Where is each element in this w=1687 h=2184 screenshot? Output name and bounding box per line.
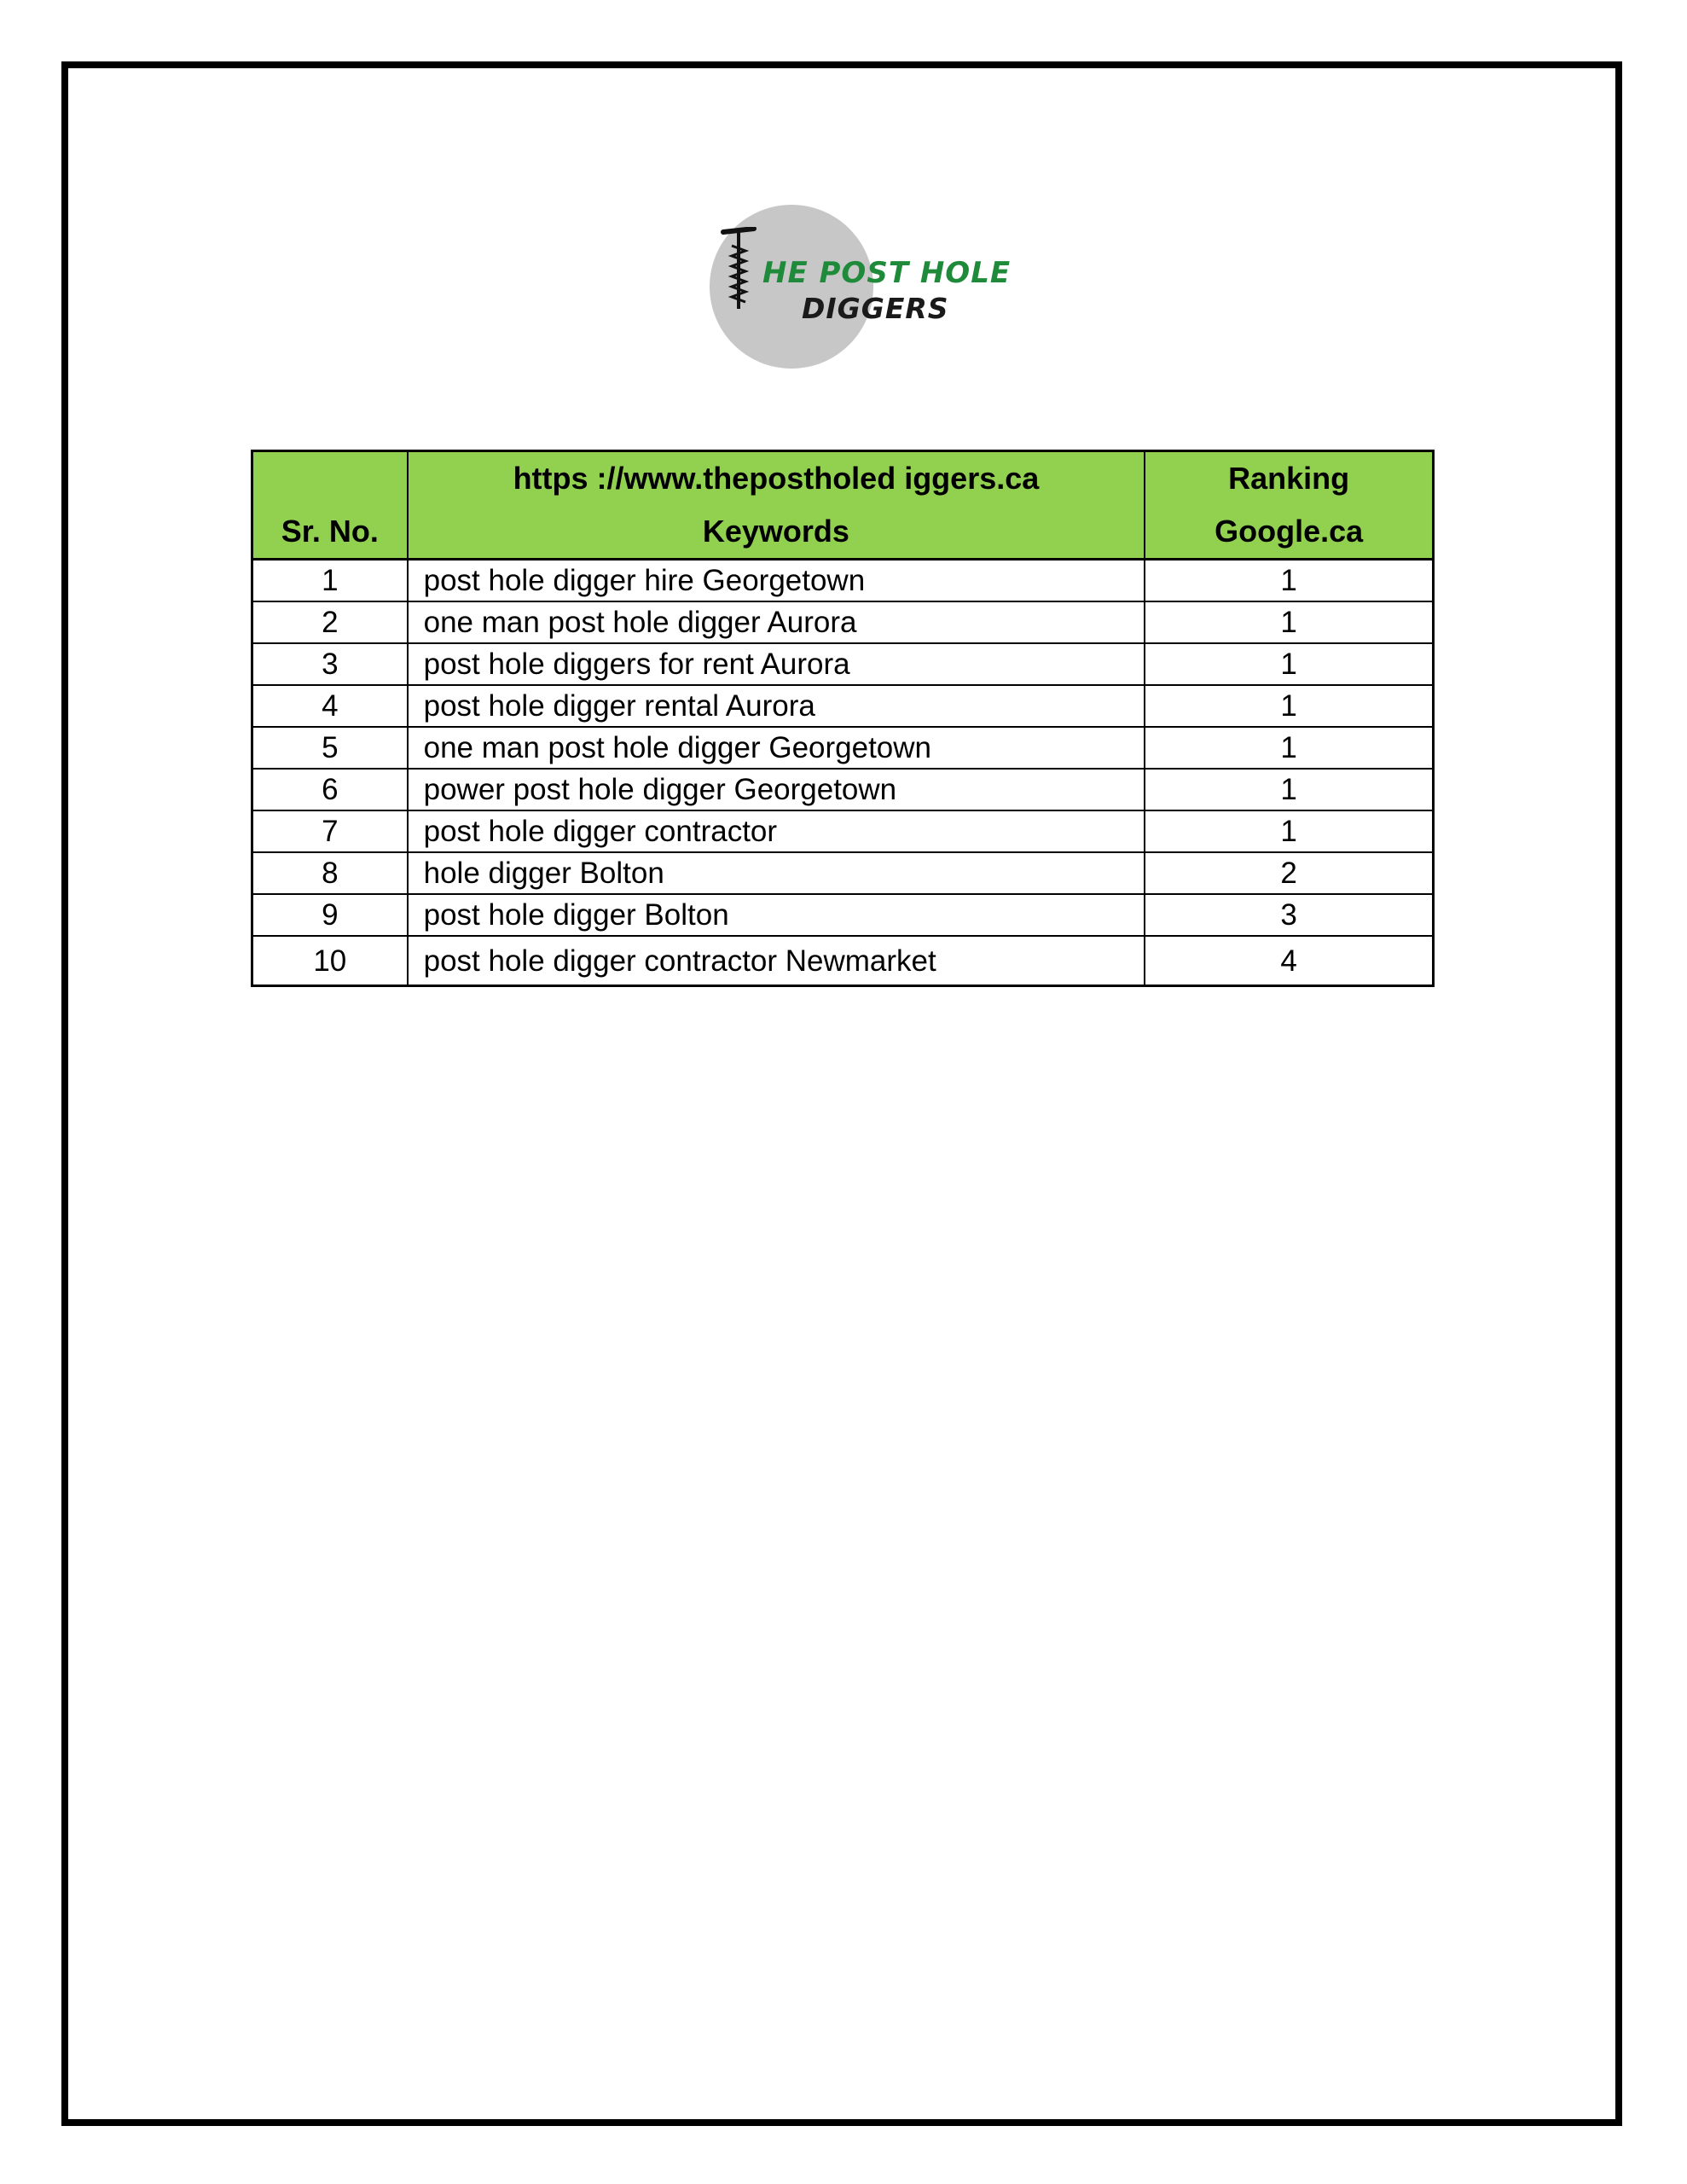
header-sr-no-label: Sr. No.	[281, 514, 379, 549]
table-row	[252, 685, 1434, 727]
row-keyword: post hole digger rental Aurora	[408, 685, 1145, 727]
row-sr-no: 7	[252, 810, 408, 852]
table-row	[252, 727, 1434, 769]
row-sr-no: 8	[252, 852, 408, 894]
row-rank: 1	[1145, 727, 1433, 769]
table-row	[252, 601, 1434, 643]
row-keyword: post hole digger Bolton	[408, 894, 1145, 936]
row-rank: 3	[1145, 894, 1433, 936]
row-sr-no: 3	[252, 643, 408, 685]
table-row	[252, 936, 1434, 986]
row-rank: 1	[1145, 810, 1433, 852]
row-rank: 4	[1145, 936, 1433, 986]
header-ranking-label: Ranking	[1228, 461, 1350, 496]
row-sr-no: 10	[252, 936, 408, 986]
row-keyword: one man post hole digger Georgetown	[408, 727, 1145, 769]
row-keyword: hole digger Bolton	[408, 852, 1145, 894]
row-sr-no: 4	[252, 685, 408, 727]
row-sr-no: 5	[252, 727, 408, 769]
company-logo	[710, 205, 1012, 375]
table-row	[252, 769, 1434, 810]
header-keywords-label: Keywords	[702, 514, 849, 549]
header-sr-no	[252, 451, 408, 560]
row-rank: 1	[1145, 769, 1433, 810]
row-sr-no: 6	[252, 769, 408, 810]
row-sr-no: 9	[252, 894, 408, 936]
row-rank: 1	[1145, 601, 1433, 643]
table-row	[252, 810, 1434, 852]
row-rank: 1	[1145, 685, 1433, 727]
row-keyword: power post hole digger Georgetown	[408, 769, 1145, 810]
row-keyword: post hole diggers for rent Aurora	[408, 643, 1145, 685]
table-header-row	[252, 451, 1434, 560]
table-row	[252, 643, 1434, 685]
logo-text-line1: HE POST HOLE	[762, 256, 1012, 290]
row-rank: 1	[1145, 643, 1433, 685]
row-rank: 1	[1145, 560, 1433, 602]
row-keyword: one man post hole digger Aurora	[408, 601, 1145, 643]
logo-text-line2: DIGGERS	[802, 292, 949, 325]
row-keyword: post hole digger contractor	[408, 810, 1145, 852]
table-row	[252, 560, 1434, 602]
table-row	[252, 894, 1434, 936]
header-keywords	[408, 451, 1145, 560]
row-rank: 2	[1145, 852, 1433, 894]
row-sr-no: 2	[252, 601, 408, 643]
keyword-ranking-table	[251, 450, 1435, 987]
table-row	[252, 852, 1434, 894]
row-keyword: post hole digger contractor Newmarket	[408, 936, 1145, 986]
header-ranking	[1145, 451, 1433, 560]
row-sr-no: 1	[252, 560, 408, 602]
row-keyword: post hole digger hire Georgetown	[408, 560, 1145, 602]
header-google-label: Google.ca	[1215, 514, 1364, 549]
header-site-url: https ://www.thepostholed iggers.ca	[513, 461, 1040, 496]
